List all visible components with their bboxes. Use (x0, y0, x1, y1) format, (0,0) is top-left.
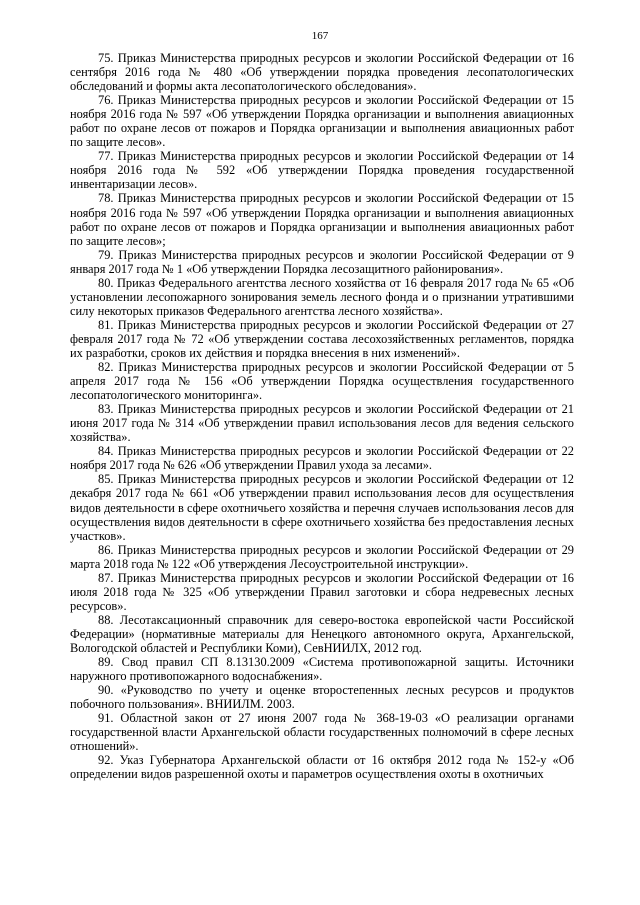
list-item: 83. Приказ Министерства природных ресурсов и экологии Российской Федерации от 21 июня 2017 года № 314 «Об утверждении правил использования лесов для ведения сельского хозяйства». (70, 402, 574, 445)
list-item: 89. Свод правил СП 8.13130.2009 «Система противопожарной защиты. Источники наружного противопожарного водоснабжения». (70, 655, 574, 684)
list-item: 91. Областной закон от 27 июня 2007 года № 368-19-03 «О реализации органами государственной власти Архангельской области государственных полномочий в сфере лесных отношений». (70, 711, 574, 754)
list-item: 87. Приказ Министерства природных ресурсов и экологии Российской Федерации от 16 июля 2018 года № 325 «Об утверждении Правил заготовки и сбора недревесных лесных ресурсов». (70, 570, 574, 613)
list-item: 76. Приказ Министерства природных ресурсов и экологии Российской Федерации от 15 ноября 2016 года № 597 «Об утверждении Порядка организации и выполнения авиационных работ по охране лесов от пожаров и Порядка организации и выполнения авиационных работ по защите лесов». (70, 93, 574, 150)
list-item: 86. Приказ Министерства природных ресурсов и экологии Российской Федерации от 29 марта 2018 года № 122 «Об утверждения Лесоустроительной инструкции». (70, 542, 574, 571)
list-item: 81. Приказ Министерства природных ресурсов и экологии Российской Федерации от 27 февраля 2017 года № 72 «Об утверждении состава лесохозяйственных регламентов, порядка их разработки, сроков их действия и порядка внесения в них изменений». (70, 317, 574, 360)
list-item: 75. Приказ Министерства природных ресурсов и экологии Российской Федерации от 16 сентября 2016 года № 480 «Об утверждении порядка проведения лесопатологических обследований и формы акта лесопатологического обследования». (70, 51, 574, 94)
list-item: 78. Приказ Министерства природных ресурсов и экологии Российской Федерации от 15 ноября 2016 года № 597 «Об утверждении Порядка организации и выполнения авиационных работ по охране лесов от пожаров и Порядка организации и выполнения авиационных работ по защите лесов»; (70, 191, 574, 248)
list-item: 80. Приказ Федерального агентства лесного хозяйства от 16 февраля 2017 года № 65 «Об установлении лесопожарного зонирования земель лесного фонда и о признании утратившими силу некоторых приказов Федерального агентства лесного хозяйства». (70, 275, 574, 318)
list-item: 85. Приказ Министерства природных ресурсов и экологии Российской Федерации от 12 декабря 2017 года № 661 «Об утверждении правил использования лесов для осуществления видов деятельности в сфере охотничьего хозяйства и перечня случаев использования лесов для осуществления видов деятельности в сфере охотничьего хозяйства без предоставления лесных участков». (70, 472, 574, 543)
list-item: 79. Приказ Министерства природных ресурсов и экологии Российской Федерации от 9 января 2017 года № 1 «Об утверждении Порядка лесозащитного районирования». (70, 247, 574, 276)
list-item: 77. Приказ Министерства природных ресурсов и экологии Российской Федерации от 14 ноября 2016 года № 592 «Об утверждении Порядка проведения государственной инвентаризации лесов». (70, 149, 574, 192)
reference-list (70, 51, 574, 781)
page-number: 167 (311, 30, 329, 42)
list-item: 82. Приказ Министерства природных ресурсов и экологии Российской Федерации от 5 апреля 2017 года № 156 «Об утверждении Порядка осуществления государственного лесопатологического мониторинга». (70, 360, 574, 403)
list-item: 88. Лесотаксационный справочник для северо-востока европейской части Российской Федерации» (нормативные материалы для Ненецкого автономного округа, Архангельской, Вологодской областей и Республики Коми), СевНИИЛХ, 2012 год. (70, 612, 574, 655)
list-item: 90. «Руководство по учету и оценке второстепенных лесных ресурсов и продуктов побочного пользования». ВНИИЛМ. 2003. (70, 683, 574, 712)
list-item: 92. Указ Губернатора Архангельской области от 16 октября 2012 года № 152-у «Об определении видов разрешенной охоты и параметров осуществления охоты в охотничьих (70, 753, 574, 782)
list-item: 84. Приказ Министерства природных ресурсов и экологии Российской Федерации от 22 ноября 2017 года № 626 «Об утверждении Правил ухода за лесами». (70, 444, 574, 473)
